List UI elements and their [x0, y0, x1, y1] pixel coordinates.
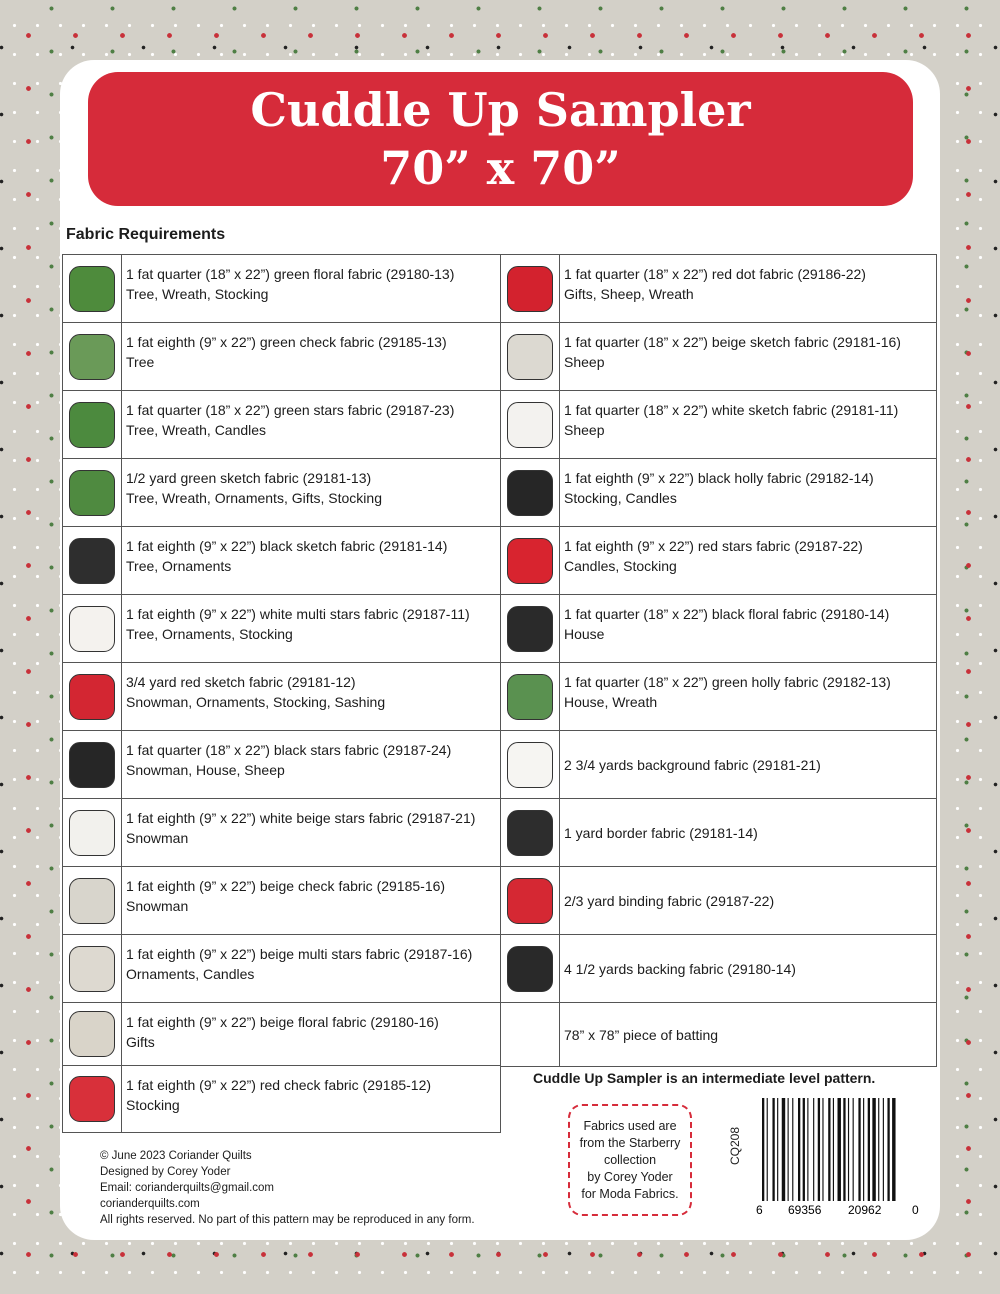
fabric-uses: Gifts	[126, 1034, 155, 1050]
footer-line: corianderquilts.com	[100, 1198, 200, 1210]
green-holly-swatch-icon	[507, 674, 553, 720]
fabric-description	[560, 595, 937, 663]
fabric-description	[122, 255, 501, 323]
fabric-uses: Tree, Ornaments	[126, 558, 232, 574]
fabric-amount: 1 fat eighth (9” x 22”) black holly fabric (29182-14)	[564, 470, 874, 486]
fabric-description	[122, 459, 501, 527]
beige-multi-stars-swatch-icon	[69, 946, 115, 992]
binding-swatch-icon	[507, 878, 553, 924]
fabric-amount: 1 fat eighth (9” x 22”) white beige stars fabric (29187-21)	[126, 810, 476, 826]
fabric-description	[560, 527, 937, 595]
barcode-digits-right: 20962	[848, 1203, 882, 1217]
fabric-amount: 1 fat eighth (9” x 22”) beige floral fabric (29180-16)	[126, 1014, 439, 1030]
swatch-cell	[63, 867, 122, 935]
barcode	[756, 1098, 920, 1218]
barcode-bar	[822, 1098, 823, 1201]
fabric-row	[501, 323, 937, 391]
fabric-description	[122, 1003, 501, 1066]
fabric-row	[63, 731, 501, 799]
barcode-bar	[892, 1098, 895, 1201]
barcode-bar	[848, 1098, 849, 1201]
fabric-description	[122, 391, 501, 459]
swatch-cell	[501, 935, 560, 1003]
swatch-cell	[501, 1003, 560, 1067]
swatch-cell	[63, 1066, 122, 1133]
fabric-row	[501, 799, 937, 867]
footer-line: Designed by Corey Yoder	[100, 1166, 231, 1178]
barcode-bar	[833, 1098, 834, 1201]
red-dot-swatch-icon	[507, 266, 553, 312]
swatch-cell	[63, 255, 122, 323]
fabric-uses: Snowman, House, Sheep	[126, 762, 285, 778]
fabric-amount: 1 fat eighth (9” x 22”) red stars fabric (29187-22)	[564, 538, 863, 554]
fabric-amount: 1 fat quarter (18” x 22”) black floral fabric (29180-14)	[564, 606, 890, 622]
fabric-row	[63, 255, 501, 323]
fabric-description	[560, 323, 937, 391]
swatch-cell	[501, 255, 560, 323]
swatch-cell	[501, 595, 560, 663]
fabric-amount: 1 fat quarter (18” x 22”) green stars fabric (29187-23)	[126, 402, 455, 418]
swatch-cell	[501, 391, 560, 459]
fabric-uses: Tree, Ornaments, Stocking	[126, 626, 293, 642]
fabric-amount: 1 fat quarter (18” x 22”) black stars fabric (29187-24)	[126, 742, 452, 758]
fabric-uses: Stocking, Candles	[564, 490, 677, 506]
fabric-row	[63, 935, 501, 1003]
barcode-digit-last: 0	[912, 1203, 919, 1217]
barcode-bar	[803, 1098, 805, 1201]
fabric-amount: 3/4 yard red sketch fabric (29181-12)	[126, 674, 356, 690]
barcode-bar	[828, 1098, 830, 1201]
footer-line: Email: corianderquilts@gmail.com	[100, 1182, 275, 1194]
swatch-cell	[63, 1003, 122, 1066]
fabric-description	[122, 935, 501, 1003]
barcode-bars	[762, 1098, 896, 1201]
barcode-bar	[807, 1098, 808, 1201]
fabric-amount: 1 fat eighth (9” x 22”) white multi stars fabric (29187-11)	[126, 606, 470, 622]
fabric-amount: 1 fat eighth (9” x 22”) green check fabric (29185-13)	[126, 334, 447, 350]
fabric-row	[63, 391, 501, 459]
fabric-amount: 1 fat eighth (9” x 22”) beige multi stars fabric (29187-16)	[126, 946, 473, 962]
barcode-digit-first: 6	[756, 1203, 763, 1217]
fabric-amount: 2/3 yard binding fabric (29187-22)	[564, 892, 775, 909]
fabric-note-line: from the Starberry	[579, 1136, 681, 1150]
fabric-row	[63, 527, 501, 595]
fabric-description	[122, 867, 501, 935]
barcode-bar	[878, 1098, 879, 1201]
fabric-uses: Sheep	[564, 422, 605, 438]
level-note: Cuddle Up Sampler is an intermediate level pattern.	[533, 1070, 876, 1086]
red-stars-swatch-icon	[507, 538, 553, 584]
fabric-description	[560, 1003, 937, 1067]
fabric-description	[122, 663, 501, 731]
barcode-bar	[818, 1098, 820, 1201]
barcode-bar	[767, 1098, 768, 1201]
barcode-bar	[772, 1098, 774, 1201]
fabric-description	[560, 867, 937, 935]
fabric-uses: House, Wreath	[564, 694, 658, 710]
pattern-title: Cuddle Up Sampler	[250, 83, 751, 137]
fabric-row	[63, 663, 501, 731]
barcode-bar	[868, 1098, 870, 1201]
barcode-bar	[883, 1098, 884, 1201]
fabric-uses: Snowman	[126, 898, 189, 914]
white-sketch-swatch-icon	[507, 402, 553, 448]
green-stars-swatch-icon	[69, 402, 115, 448]
backing-swatch-icon	[507, 946, 553, 992]
swatch-cell	[63, 731, 122, 799]
fabric-note-line: collection	[603, 1153, 657, 1167]
beige-sketch-swatch-icon	[507, 334, 553, 380]
swatch-cell	[63, 391, 122, 459]
fabric-amount: 1 fat eighth (9” x 22”) beige check fabric (29185-16)	[126, 878, 446, 894]
swatch-cell	[501, 459, 560, 527]
quilt-size: 70” x 70”	[380, 141, 621, 195]
fabric-row	[63, 799, 501, 867]
fabric-note-line: Fabrics used are	[583, 1119, 677, 1133]
black-holly-swatch-icon	[507, 470, 553, 516]
fabric-note-line: by Corey Yoder	[587, 1170, 673, 1184]
swatch-cell	[501, 527, 560, 595]
fabric-amount: 1 fat quarter (18” x 22”) white sketch fabric (29181-11)	[564, 402, 899, 418]
fabric-description	[560, 935, 937, 1003]
fabric-description	[122, 731, 501, 799]
fabric-table-right	[500, 254, 937, 1067]
fabric-amount: 1/2 yard green sketch fabric (29181-13)	[126, 470, 372, 486]
fabric-description	[122, 595, 501, 663]
fabric-amount: 1 fat eighth (9” x 22”) red check fabric (29185-12)	[126, 1077, 432, 1093]
fabric-description	[122, 1066, 501, 1133]
fabric-row	[501, 459, 937, 527]
red-check-swatch-icon	[69, 1076, 115, 1122]
fabric-row	[501, 935, 937, 1003]
swatch-cell	[63, 663, 122, 731]
fabric-amount: 1 fat quarter (18” x 22”) red dot fabric (29186-22)	[564, 266, 866, 282]
background-swatch-icon	[507, 742, 553, 788]
green-floral-swatch-icon	[69, 266, 115, 312]
swatch-cell	[501, 731, 560, 799]
fabric-description	[560, 255, 937, 323]
fabric-uses: Tree, Wreath, Stocking	[126, 286, 269, 302]
barcode-bar	[838, 1098, 841, 1201]
swatch-cell	[501, 867, 560, 935]
fabric-description	[122, 323, 501, 391]
barcode-bar	[788, 1098, 789, 1201]
copyright-footer	[100, 1148, 475, 1228]
fabric-uses: House	[564, 626, 605, 642]
black-floral-swatch-icon	[507, 606, 553, 652]
fabric-row	[501, 391, 937, 459]
fabric-description	[560, 731, 937, 799]
border-swatch-icon	[507, 810, 553, 856]
fabric-row	[501, 867, 937, 935]
fabric-uses: Candles, Stocking	[564, 558, 677, 574]
fabric-uses: Ornaments, Candles	[126, 966, 255, 982]
fabric-amount: 1 fat quarter (18” x 22”) green floral fabric (29180-13)	[126, 266, 455, 282]
fabric-description	[560, 799, 937, 867]
swatch-cell	[63, 527, 122, 595]
swatch-cell	[63, 459, 122, 527]
barcode-bar	[887, 1098, 889, 1201]
barcode-digits-left: 69356	[788, 1203, 822, 1217]
barcode-bar	[858, 1098, 860, 1201]
swatch-cell	[501, 799, 560, 867]
fabric-row	[501, 255, 937, 323]
fabric-note-line: for Moda Fabrics.	[581, 1187, 679, 1201]
fabric-row	[63, 323, 501, 391]
fabric-uses: Snowman	[126, 830, 189, 846]
fabric-table-left	[62, 254, 501, 1133]
fabric-row	[63, 1003, 501, 1066]
fabric-row	[63, 1066, 501, 1133]
fabric-description	[122, 527, 501, 595]
swatch-cell	[501, 323, 560, 391]
fabric-uses: Sheep	[564, 354, 605, 370]
fabric-description	[122, 799, 501, 867]
barcode-bar	[792, 1098, 793, 1201]
fabric-amount: 78” x 78” piece of batting	[564, 1026, 719, 1043]
sku-label: CQ208	[728, 1126, 742, 1165]
green-sketch-swatch-icon	[69, 470, 115, 516]
fabric-description	[560, 391, 937, 459]
black-stars-swatch-icon	[69, 742, 115, 788]
fabric-row	[63, 595, 501, 663]
swatch-cell	[63, 799, 122, 867]
fabric-amount: 4 1/2 yards backing fabric (29180-14)	[564, 960, 796, 977]
footer-line: © June 2023 Coriander Quilts	[100, 1150, 252, 1162]
barcode-bar	[798, 1098, 800, 1201]
green-check-swatch-icon	[69, 334, 115, 380]
barcode-bar	[853, 1098, 854, 1201]
swatch-cell	[63, 595, 122, 663]
barcode-bar	[843, 1098, 845, 1201]
fabric-row	[501, 1003, 937, 1067]
fabric-amount: 1 fat quarter (18” x 22”) green holly fabric (29182-13)	[564, 674, 891, 690]
swatch-cell	[501, 663, 560, 731]
fabric-uses: Tree, Wreath, Candles	[126, 422, 267, 438]
beige-floral-swatch-icon	[69, 1011, 115, 1057]
fabric-amount: 1 fat quarter (18” x 22”) beige sketch fabric (29181-16)	[564, 334, 901, 350]
black-sketch-swatch-icon	[69, 538, 115, 584]
fabric-description	[560, 663, 937, 731]
barcode-bar	[762, 1098, 764, 1201]
barcode-bar	[782, 1098, 785, 1201]
fabric-uses: Stocking	[126, 1097, 180, 1113]
swatch-cell	[63, 935, 122, 1003]
barcode-bar	[863, 1098, 864, 1201]
section-title: Fabric Requirements	[66, 226, 226, 243]
footer-line: All rights reserved. No part of this pattern may be reproduced in any form.	[100, 1214, 475, 1226]
fabric-uses: Tree, Wreath, Ornaments, Gifts, Stocking	[126, 490, 382, 506]
barcode-bar	[813, 1098, 814, 1201]
fabric-row	[501, 663, 937, 731]
red-sketch-swatch-icon	[69, 674, 115, 720]
fabric-row	[501, 527, 937, 595]
fabric-row	[501, 595, 937, 663]
fabric-amount: 2 3/4 yards background fabric (29181-21)	[564, 756, 821, 773]
barcode-bar	[777, 1098, 778, 1201]
fabric-amount: 1 yard border fabric (29181-14)	[564, 824, 758, 841]
white-beige-stars-swatch-icon	[69, 810, 115, 856]
white-multi-stars-swatch-icon	[69, 606, 115, 652]
fabric-collection-note	[568, 1104, 692, 1216]
fabric-uses: Gifts, Sheep, Wreath	[564, 286, 694, 302]
fabric-row	[501, 731, 937, 799]
beige-check-swatch-icon	[69, 878, 115, 924]
fabric-amount: 1 fat eighth (9” x 22”) black sketch fabric (29181-14)	[126, 538, 448, 554]
swatch-cell	[63, 323, 122, 391]
barcode-bar	[872, 1098, 875, 1201]
fabric-row	[63, 459, 501, 527]
title-banner	[88, 72, 913, 206]
fabric-uses: Snowman, Ornaments, Stocking, Sashing	[126, 694, 386, 710]
fabric-row	[63, 867, 501, 935]
fabric-uses: Tree	[126, 354, 155, 370]
fabric-description	[560, 459, 937, 527]
